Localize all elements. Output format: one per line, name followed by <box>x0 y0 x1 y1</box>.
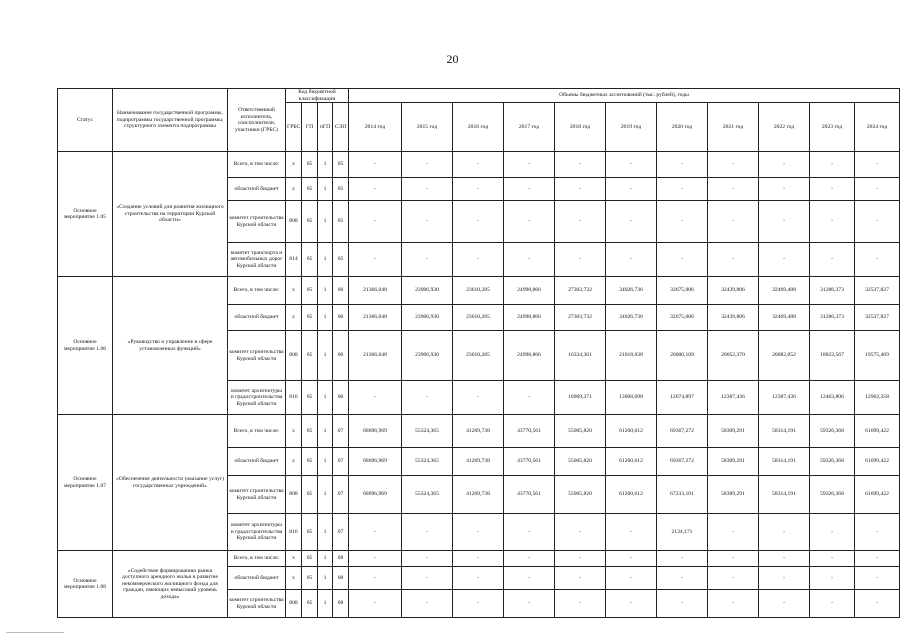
amount-cell: 41269,738 <box>453 415 504 448</box>
grbs-cell: х <box>286 152 302 178</box>
header-year: 2024 год <box>855 103 900 152</box>
header-year: 2015 год <box>402 103 453 152</box>
amount-cell: - <box>453 590 504 618</box>
cep-cell: 08 <box>333 551 349 567</box>
gp-cell: 05 <box>302 178 318 201</box>
amount-cell: 67233,101 <box>657 476 708 514</box>
amount-cell: - <box>708 243 759 277</box>
amount-cell: 21018,038 <box>606 331 657 381</box>
cep-cell: 06 <box>333 277 349 305</box>
header-name: Наименование государственной программы, подпрограммы государственной программы, структурного элемента подпрограммы <box>113 89 228 152</box>
amount-cell: - <box>810 178 855 201</box>
amount-cell: - <box>708 201 759 243</box>
amount-cell: - <box>759 152 810 178</box>
amount-cell: 32537,827 <box>855 305 900 331</box>
amount-cell: 32675,006 <box>657 277 708 305</box>
header-year: 2021 год <box>708 103 759 152</box>
table-row <box>58 551 900 567</box>
cep-cell: 07 <box>333 415 349 448</box>
amount-cell: - <box>606 201 657 243</box>
grbs-cell: 808 <box>286 476 302 514</box>
gp-cell: 05 <box>302 590 318 618</box>
amount-cell: - <box>349 567 402 590</box>
pgp-cell: 1 <box>318 514 333 551</box>
amount-cell: - <box>606 514 657 551</box>
amount-cell: 58314,191 <box>759 476 810 514</box>
amount-cell: - <box>555 590 606 618</box>
pgp-cell: 1 <box>318 178 333 201</box>
amount-cell: 58309,291 <box>708 476 759 514</box>
amount-cell: - <box>657 201 708 243</box>
amount-cell: 61260,612 <box>606 415 657 448</box>
amount-cell: - <box>606 567 657 590</box>
amount-cell: 31286,373 <box>810 277 855 305</box>
amount-cell: 20052,370 <box>708 331 759 381</box>
status-cell: Основное мероприятие 1.05 <box>58 152 113 277</box>
gp-cell: 05 <box>302 152 318 178</box>
executor-cell: комитет транспорта и автомобильных дорог Курской области <box>228 243 286 277</box>
gp-cell: 05 <box>302 551 318 567</box>
header-code-group: Код бюджетной классификации <box>286 89 349 103</box>
amount-cell: 61260,612 <box>606 448 657 476</box>
amount-cell: - <box>759 590 810 618</box>
header-year: 2017 год <box>504 103 555 152</box>
amount-cell: 20000,109 <box>657 331 708 381</box>
amount-cell: 13008,698 <box>606 381 657 415</box>
pgp-cell: 1 <box>318 305 333 331</box>
executor-cell: областной бюджет <box>228 178 286 201</box>
amount-cell: 19575,469 <box>855 331 900 381</box>
amount-cell: 32675,006 <box>657 305 708 331</box>
amount-cell: - <box>349 201 402 243</box>
amount-cell: - <box>349 381 402 415</box>
amount-cell: - <box>759 514 810 551</box>
cep-cell: 05 <box>333 201 349 243</box>
amount-cell: 21366,048 <box>349 305 402 331</box>
pgp-cell: 1 <box>318 551 333 567</box>
amount-cell: - <box>855 514 900 551</box>
amount-cell: - <box>855 243 900 277</box>
amount-cell: - <box>349 178 402 201</box>
amount-cell: - <box>708 178 759 201</box>
amount-cell: 16334,361 <box>555 331 606 381</box>
amount-cell: 32469,488 <box>759 277 810 305</box>
amount-cell: - <box>402 381 453 415</box>
amount-cell: 68696,969 <box>349 476 402 514</box>
amount-cell: 23610,285 <box>453 277 504 305</box>
amount-cell: - <box>349 243 402 277</box>
footer-scan-mark <box>6 632 64 633</box>
amount-cell: - <box>555 152 606 178</box>
executor-cell: областной бюджет <box>228 305 286 331</box>
grbs-cell: х <box>286 305 302 331</box>
header-year: 2023 год <box>810 103 855 152</box>
pgp-cell: 1 <box>318 277 333 305</box>
gp-cell: 05 <box>302 277 318 305</box>
amount-cell: 43770,561 <box>504 415 555 448</box>
executor-cell: Всего, в том числе: <box>228 277 286 305</box>
amount-cell: 55005,820 <box>555 415 606 448</box>
header-year: 2020 год <box>657 103 708 152</box>
executor-cell: комитет строительства Курской области <box>228 201 286 243</box>
amount-cell: - <box>810 201 855 243</box>
amount-cell: - <box>504 514 555 551</box>
amount-cell: - <box>555 567 606 590</box>
amount-cell: 41269,738 <box>453 476 504 514</box>
amount-cell: - <box>657 590 708 618</box>
gp-cell: 05 <box>302 305 318 331</box>
pgp-cell: 1 <box>318 331 333 381</box>
amount-cell: - <box>453 514 504 551</box>
cep-cell: 06 <box>333 305 349 331</box>
amount-cell: - <box>708 514 759 551</box>
executor-cell: комитет строительства Курской области <box>228 476 286 514</box>
table-row <box>58 152 900 178</box>
amount-cell: 43770,561 <box>504 476 555 514</box>
program-name-cell: «Создание условий для развития жилищного строительства на территории Курской области» <box>113 152 228 277</box>
budget-table <box>57 88 900 618</box>
header-pgp: пГП <box>318 103 333 152</box>
amount-cell: - <box>453 178 504 201</box>
amount-cell: - <box>555 201 606 243</box>
executor-cell: комитет строительства Курской области <box>228 331 286 381</box>
amount-cell: - <box>657 567 708 590</box>
pgp-cell: 1 <box>318 476 333 514</box>
amount-cell: - <box>402 201 453 243</box>
cep-cell: 07 <box>333 476 349 514</box>
header-executor: Ответственный исполнитель, соисполнители, участники (ГРБС) <box>228 89 286 152</box>
gp-cell: 05 <box>302 514 318 551</box>
header-year: 2022 год <box>759 103 810 152</box>
amount-cell: 21366,048 <box>349 331 402 381</box>
status-cell: Основное мероприятие 1.08 <box>58 551 113 618</box>
amount-cell: - <box>349 590 402 618</box>
amount-cell: - <box>402 551 453 567</box>
table-row <box>58 415 900 448</box>
amount-cell: 23906,930 <box>402 277 453 305</box>
gp-cell: 05 <box>302 201 318 243</box>
amount-cell: - <box>504 567 555 590</box>
amount-cell: - <box>759 178 810 201</box>
amount-cell: 59326,368 <box>810 476 855 514</box>
amount-cell: 58309,291 <box>708 448 759 476</box>
header-gp: ГП <box>302 103 318 152</box>
amount-cell: - <box>810 243 855 277</box>
grbs-cell: 814 <box>286 243 302 277</box>
program-name-cell: «Содействие формированию рынка доступного арендного жилья и развитие некоммерческого жилищного фонда для граждан, имеющих невысокий уровень дохода» <box>113 551 228 618</box>
header-year: 2014 год <box>349 103 402 152</box>
cep-cell: 07 <box>333 514 349 551</box>
amount-cell: - <box>606 590 657 618</box>
executor-cell: комитет архитектуры и градостроительства Курской области <box>228 514 286 551</box>
amount-cell: - <box>855 201 900 243</box>
cep-cell: 05 <box>333 243 349 277</box>
amount-cell: 69367,272 <box>657 448 708 476</box>
amount-cell: - <box>708 590 759 618</box>
executor-cell: Всего, в том числе: <box>228 152 286 178</box>
grbs-cell: х <box>286 448 302 476</box>
amount-cell: 24998,866 <box>504 305 555 331</box>
amount-cell: 34026,736 <box>606 277 657 305</box>
pgp-cell: 1 <box>318 381 333 415</box>
cep-cell: 08 <box>333 567 349 590</box>
amount-cell: 27303,732 <box>555 277 606 305</box>
amount-cell: - <box>504 381 555 415</box>
amount-cell: - <box>657 551 708 567</box>
amount-cell: - <box>759 551 810 567</box>
amount-cell: 61699,422 <box>855 448 900 476</box>
amount-cell: 23610,285 <box>453 305 504 331</box>
amount-cell: 23906,930 <box>402 305 453 331</box>
executor-cell: комитет архитектуры и градостроительства Курской области <box>228 381 286 415</box>
amount-cell: - <box>606 152 657 178</box>
amount-cell: 68696,969 <box>349 415 402 448</box>
amount-cell: - <box>402 514 453 551</box>
amount-cell: 12387,436 <box>759 381 810 415</box>
amount-cell: - <box>349 514 402 551</box>
pgp-cell: 1 <box>318 567 333 590</box>
pgp-cell: 1 <box>318 243 333 277</box>
amount-cell: - <box>453 201 504 243</box>
page-number: 20 <box>446 52 459 66</box>
pgp-cell: 1 <box>318 152 333 178</box>
amount-cell: - <box>504 201 555 243</box>
amount-cell: - <box>759 201 810 243</box>
amount-cell: 32439,806 <box>708 277 759 305</box>
program-name-cell: «Обеспечение деятельности (оказание услуг) государственных учреждений» <box>113 415 228 551</box>
amount-cell: 32469,488 <box>759 305 810 331</box>
grbs-cell: 816 <box>286 381 302 415</box>
amount-cell: - <box>708 567 759 590</box>
cep-cell: 06 <box>333 381 349 415</box>
amount-cell: 34026,736 <box>606 305 657 331</box>
pgp-cell: 1 <box>318 415 333 448</box>
amount-cell: - <box>555 243 606 277</box>
gp-cell: 05 <box>302 415 318 448</box>
amount-cell: - <box>855 551 900 567</box>
cep-cell: 08 <box>333 590 349 618</box>
amount-cell: 59326,368 <box>810 415 855 448</box>
amount-cell: - <box>453 243 504 277</box>
amount-cell: - <box>855 590 900 618</box>
amount-cell: 58314,191 <box>759 448 810 476</box>
program-name-cell: «Руководство и управление в сфере установленных функций» <box>113 277 228 415</box>
header-status: Статус <box>58 89 113 152</box>
gp-cell: 05 <box>302 381 318 415</box>
amount-cell: - <box>855 152 900 178</box>
amount-cell: - <box>606 178 657 201</box>
amount-cell: - <box>555 551 606 567</box>
amount-cell: 24998,866 <box>504 331 555 381</box>
amount-cell: 58309,291 <box>708 415 759 448</box>
pgp-cell: 1 <box>318 590 333 618</box>
amount-cell: - <box>504 243 555 277</box>
executor-cell: областной бюджет <box>228 567 286 590</box>
amount-cell: 32439,806 <box>708 305 759 331</box>
amount-cell: - <box>555 514 606 551</box>
amount-cell: 69367,272 <box>657 415 708 448</box>
amount-cell: - <box>810 590 855 618</box>
amount-cell: - <box>504 590 555 618</box>
grbs-cell: х <box>286 551 302 567</box>
amount-cell: - <box>349 551 402 567</box>
amount-cell: - <box>657 243 708 277</box>
gp-cell: 05 <box>302 331 318 381</box>
amount-cell: 24998,866 <box>504 277 555 305</box>
status-cell: Основное мероприятие 1.07 <box>58 415 113 551</box>
pgp-cell: 1 <box>318 448 333 476</box>
amount-cell: 61699,422 <box>855 415 900 448</box>
amount-cell: - <box>759 567 810 590</box>
amount-cell: 58314,191 <box>759 415 810 448</box>
amount-cell: 43770,561 <box>504 448 555 476</box>
amount-cell: - <box>606 551 657 567</box>
amount-cell: - <box>810 551 855 567</box>
grbs-cell: х <box>286 415 302 448</box>
cep-cell: 06 <box>333 331 349 381</box>
amount-cell: - <box>759 243 810 277</box>
amount-cell: - <box>453 152 504 178</box>
amount-cell: 61260,612 <box>606 476 657 514</box>
amount-cell: 61699,422 <box>855 476 900 514</box>
amount-cell: 55324,365 <box>402 476 453 514</box>
gp-cell: 05 <box>302 448 318 476</box>
amount-cell: 20082,052 <box>759 331 810 381</box>
amount-cell: - <box>810 514 855 551</box>
executor-cell: комитет строительства Курской области <box>228 590 286 618</box>
amount-cell: 12674,897 <box>657 381 708 415</box>
amount-cell: - <box>708 551 759 567</box>
amount-cell: 59326,368 <box>810 448 855 476</box>
grbs-cell: х <box>286 567 302 590</box>
amount-cell: 10969,371 <box>555 381 606 415</box>
status-cell: Основное мероприятие 1.06 <box>58 277 113 415</box>
executor-cell: Всего, в том числе: <box>228 551 286 567</box>
amount-cell: 55005,820 <box>555 448 606 476</box>
amount-cell: 55324,365 <box>402 448 453 476</box>
amount-cell: 21366,048 <box>349 277 402 305</box>
table-row <box>58 277 900 305</box>
amount-cell: - <box>657 178 708 201</box>
amount-cell: - <box>453 381 504 415</box>
amount-cell: - <box>402 590 453 618</box>
amount-cell: - <box>453 567 504 590</box>
amount-cell: 68696,969 <box>349 448 402 476</box>
grbs-cell: х <box>286 277 302 305</box>
cep-cell: 07 <box>333 448 349 476</box>
header-amount-group: Объемы бюджетных ассигнований (тыс. рублей), годы <box>349 89 900 103</box>
amount-cell: - <box>349 152 402 178</box>
amount-cell: 18822,567 <box>810 331 855 381</box>
amount-cell: - <box>555 178 606 201</box>
pgp-cell: 1 <box>318 201 333 243</box>
grbs-cell: 816 <box>286 514 302 551</box>
executor-cell: Всего, в том числе: <box>228 415 286 448</box>
amount-cell: 2134,171 <box>657 514 708 551</box>
amount-cell: 27303,732 <box>555 305 606 331</box>
header-grbs: ГРБС <box>286 103 302 152</box>
amount-cell: 55324,365 <box>402 415 453 448</box>
header-year: 2018 год <box>555 103 606 152</box>
amount-cell: - <box>402 243 453 277</box>
header-cep: СЭП <box>333 103 349 152</box>
grbs-cell: 808 <box>286 201 302 243</box>
amount-cell: - <box>657 152 708 178</box>
amount-cell: - <box>402 152 453 178</box>
amount-cell: - <box>453 551 504 567</box>
amount-cell: 12463,806 <box>810 381 855 415</box>
amount-cell: 41269,738 <box>453 448 504 476</box>
amount-cell: 12387,436 <box>708 381 759 415</box>
header-year: 2016 год <box>453 103 504 152</box>
amount-cell: - <box>504 152 555 178</box>
amount-cell: 32537,827 <box>855 277 900 305</box>
amount-cell: - <box>402 178 453 201</box>
amount-cell: - <box>855 178 900 201</box>
amount-cell: - <box>810 152 855 178</box>
amount-cell: - <box>855 567 900 590</box>
executor-cell: областной бюджет <box>228 448 286 476</box>
header-year: 2019 год <box>606 103 657 152</box>
amount-cell: 31286,373 <box>810 305 855 331</box>
cep-cell: 05 <box>333 152 349 178</box>
grbs-cell: х <box>286 178 302 201</box>
grbs-cell: 808 <box>286 590 302 618</box>
gp-cell: 05 <box>302 567 318 590</box>
gp-cell: 05 <box>302 243 318 277</box>
amount-cell: - <box>402 567 453 590</box>
amount-cell: - <box>504 178 555 201</box>
grbs-cell: 808 <box>286 331 302 381</box>
cep-cell: 05 <box>333 178 349 201</box>
gp-cell: 05 <box>302 476 318 514</box>
amount-cell: - <box>708 152 759 178</box>
amount-cell: 23610,285 <box>453 331 504 381</box>
amount-cell: 55005,820 <box>555 476 606 514</box>
amount-cell: 12962,358 <box>855 381 900 415</box>
amount-cell: - <box>606 243 657 277</box>
amount-cell: - <box>504 551 555 567</box>
amount-cell: 23906,930 <box>402 331 453 381</box>
amount-cell: - <box>810 567 855 590</box>
